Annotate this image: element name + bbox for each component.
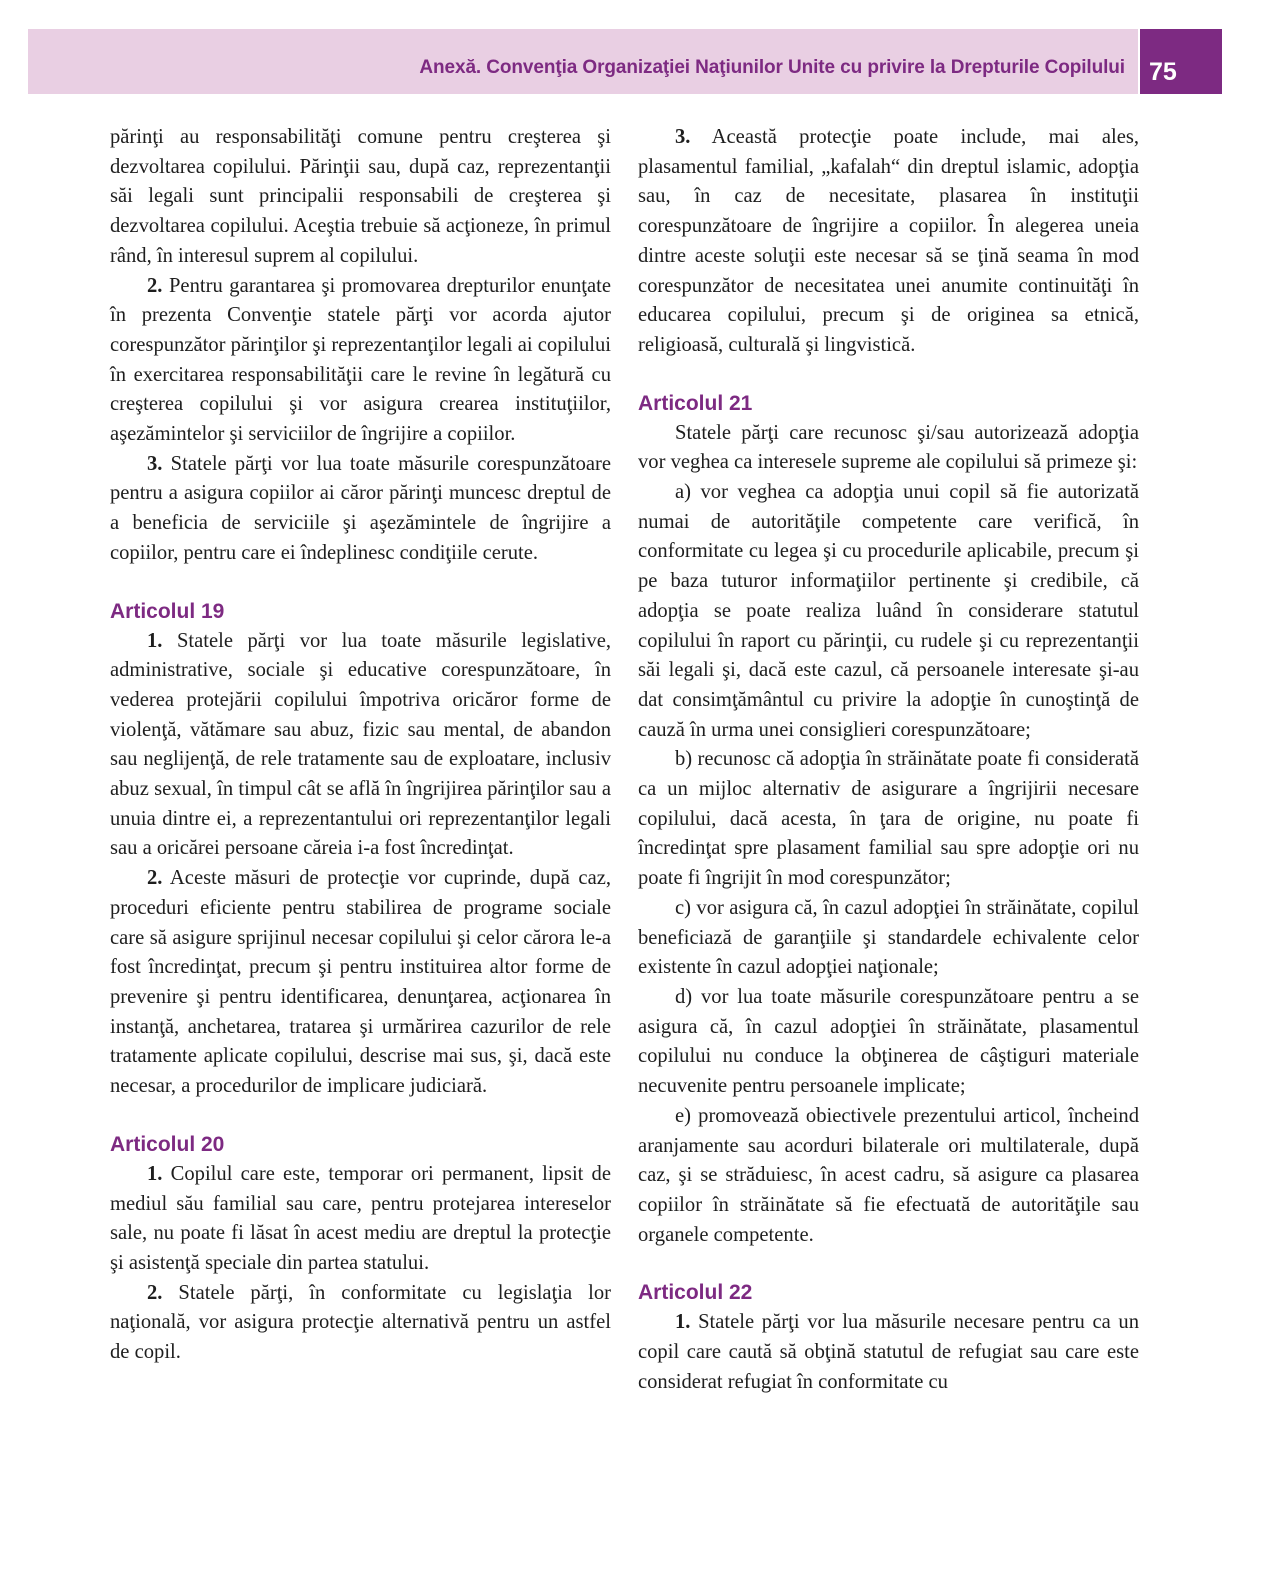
article-21-heading: Articolul 21 <box>638 391 753 415</box>
paragraph <box>110 272 611 450</box>
paragraph <box>110 864 611 1102</box>
paragraph-text: Statele părţi vor lua toate măsurile corespunzătoare pentru a asigura copiilor ai căror părinţi muncesc dreptul de a beneficia de serviciile şi aşezămintele de îngrijire a copiilor, pentru care ei îndeplinesc condiţiile cerute. <box>110 452 611 564</box>
left-column <box>110 123 611 1368</box>
paragraph-text: Statele părţi vor lua toate măsurile legislative, administrative, sociale şi educative corespunzătoare, în vederea protejării copilului împotriva oricăror forme de violenţă, vătămare sau abuz, fizic sau mental, de abandon sau neglijenţă, de rele tratamente sau de exploatare, inclusiv abuz sexual, în timpul cât se află în îngrijirea părinţilor sau a unuia dintre ei, a reprezentantului ori reprezentanţilor legali sau a oricărei persoane căreia i-a fost încredinţat. <box>110 629 611 860</box>
paragraph <box>638 123 1139 361</box>
paragraph-number: 2. <box>147 867 163 890</box>
paragraph <box>110 1160 611 1279</box>
paragraph-text: Aceste măsuri de protecţie vor cuprinde, după caz, proceduri eficiente pentru stabilirea de programe sociale care să asigure sprijinul necesar copilului şi celor cărora le-a fost încredinţat, precum şi pentru instituirea altor forme de prevenire şi pentru identificarea, denunţarea, acţionarea în instanţă, anchetarea, tratarea şi urmărirea cazurilor de rele tratamente aplicate copilului, descrise mai sus, şi, dacă este necesar, a procedurilor de implicare judiciară. <box>110 867 611 1098</box>
paragraph-text: Copilul care este, temporar ori permanent, lipsit de mediul său familial sau care, pentru protejarea intereselor sale, nu poate fi lăsat în acest mediu are dreptul la protecţie şi asistenţă speciale din partea statului. <box>110 1162 611 1274</box>
paragraph-text: Statele părţi, în conformitate cu legislaţia lor naţională, vor asigura protecţie alternativă pentru un astfel de copil. <box>110 1281 611 1364</box>
article-22-heading: Articolul 22 <box>638 1281 753 1305</box>
paragraph-number: 1. <box>675 1311 691 1334</box>
article-19-heading: Articolul 19 <box>110 599 225 623</box>
page-number: 75 <box>1149 58 1177 86</box>
paragraph <box>638 1308 1139 1397</box>
paragraph <box>110 450 611 569</box>
paragraph <box>110 1279 611 1368</box>
paragraph-number: 1. <box>147 1162 163 1185</box>
right-column <box>638 123 1139 1397</box>
paragraph-number: 3. <box>147 452 163 475</box>
paragraph: Statele părţi care recunosc şi/sau autorizează adopţia vor veghea ca interesele supreme ale copilului să primeze şi: <box>638 421 1139 474</box>
running-header-title: Anexă. Convenţia Organizaţiei Naţiunilor Unite cu privire la Drepturile Copilului <box>419 57 1125 78</box>
paragraph-number: 2. <box>147 274 163 297</box>
list-item: b) recunosc că adopţia în străinătate poate fi considerată ca un mijloc alternativ de asigurare a îngrijirii necesare copilului, dacă acesta, în ţara de origine, nu poate fi încredinţat spre plasament familial sau spre adopţie ori nu poate fi îngrijit în mod corespunzător; <box>638 748 1139 890</box>
paragraph-number: 1. <box>147 629 163 652</box>
paragraph: părinţi au responsabilităţi comune pentru creşterea şi dezvoltarea copilului. Părinţii sau, după caz, reprezentanţii săi legali sunt principalii responsabili de creşterea şi dezvoltarea copilului. Aceştia trebuie să acţioneze, în primul rând, în interesul suprem al copilului. <box>110 126 611 267</box>
paragraph-number: 2. <box>147 1281 163 1304</box>
list-item: d) vor lua toate măsurile corespunzătoare pentru a se asigura că, în cazul adopţiei în străinătate, plasamentul copilului nu conduce la obţinerea de câştiguri materiale necuvenite pentru persoanele implicate; <box>638 985 1139 1098</box>
list-item: e) promovează obiectivele prezentului articol, încheind aranjamente sau acorduri bilaterale ori multilaterale, după caz, şi se străduiesc, în acest cadru, să asigure ca plasarea copiilor în străinătate să fie efectuată de autorităţile sau organele competente. <box>638 1104 1139 1246</box>
list-item: c) vor asigura că, în cazul adopţiei în străinătate, copilul beneficiază de garanţiile şi standardele echivalente celor existente în cazul adopţiei naţionale; <box>638 896 1139 979</box>
list-item: a) vor veghea ca adopţia unui copil să fie autorizată numai de autorităţile competente care verifică, în conformitate cu legea şi cu procedurile aplicabile, precum şi pe baza tuturor informaţiilor pertinente şi credibile, că adopţia se poate realiza luând în considerare statutul copilului în raport cu părinţii, cu rudele şi cu reprezentanţii săi legali şi, dacă este cazul, că persoanele interesate şi-au dat consimţământul cu privire la adopţie în cunoştinţă de cauză în urma unei consiglieri corespunzătoare; <box>638 481 1139 741</box>
paragraph-text: Statele părţi vor lua măsurile necesare pentru ca un copil care caută să obţină statutul de refugiat sau care este considerat refugiat în conformitate cu <box>638 1311 1139 1393</box>
paragraph-number: 3. <box>675 126 691 148</box>
paragraph-text: Pentru garantarea şi promovarea drepturilor enunţate în prezenta Convenţie statele părţi vor acorda ajutor corespunzător părinţilor şi reprezentanţilor legali ai copilului în exercitarea responsabilităţii care le revine în legătură cu creşterea copilului şi vor asigura crearea instituţiilor, aşezămintelor şi serviciilor de îngrijire a copiilor. <box>110 274 611 446</box>
paragraph <box>110 627 611 865</box>
paragraph-text: Această protecţie poate include, mai ales, plasamentul familial, „kafalah“ din dreptul islamic, adopţia sau, în caz de necesitate, plasarea în instituţii corespunzătoare de îngrijire a copiilor. În alegerea uneia dintre aceste soluţii este necesar să se ţină seama în mod corespunzător de necesitatea unei anumite continuităţi în educarea copilului, precum şi de originea sa etnică, religioasă, culturală şi lingvistică. <box>638 126 1139 356</box>
article-20-heading: Articolul 20 <box>110 1132 225 1156</box>
